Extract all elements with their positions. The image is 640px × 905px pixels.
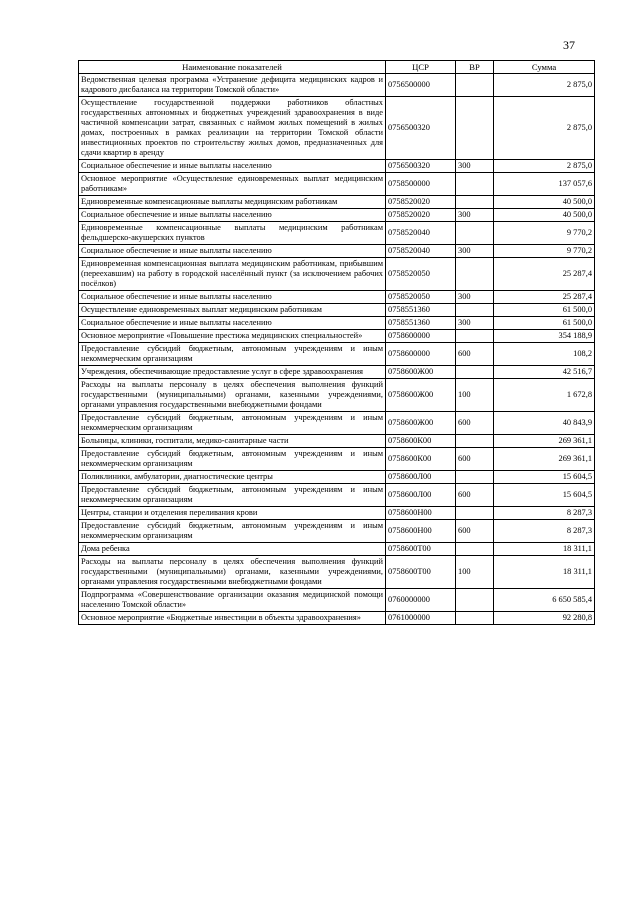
cell-name: Расходы на выплаты персоналу в целях обеспечения выполнения функций государственными (муниципальными) органами, казенными учреждениями, органами управления государственными внебюджетными фондами [79,556,386,589]
table-row [79,291,595,304]
cell-name: Единовременные компенсационные выплаты медицинским работникам фельдшерско-акушерских пунктов [79,222,386,245]
cell-csr: 0758600Ж00 [386,379,456,412]
cell-sum: 9 770,2 [494,245,595,258]
cell-name: Предоставление субсидий бюджетным, автономным учреждениям и иным некоммерческим организациям [79,520,386,543]
cell-csr: 0758600Т00 [386,556,456,589]
cell-vr: 600 [456,412,494,435]
table-row [79,543,595,556]
table-row [79,160,595,173]
cell-name: Социальное обеспечение и иные выплаты населению [79,317,386,330]
cell-name: Единовременные компенсационные выплаты медицинским работникам [79,196,386,209]
cell-sum: 61 500,0 [494,304,595,317]
cell-name: Предоставление субсидий бюджетным, автономным учреждениям и иным некоммерческим организациям [79,343,386,366]
cell-csr: 0758600Л00 [386,484,456,507]
cell-name: Единовременная компенсационная выплата медицинским работникам, прибывшим (переехавшим) на работу в городской населённый пункт (за исключением рабочих посёлков) [79,258,386,291]
cell-csr: 0756500320 [386,160,456,173]
cell-vr [456,612,494,625]
cell-vr [456,435,494,448]
cell-name: Расходы на выплаты персоналу в целях обеспечения выполнения функций государственными (муниципальными) органами, казенными учреждениями, органами управления государственными внебюджетными фондами [79,379,386,412]
cell-csr: 0758600Н00 [386,520,456,543]
table-row [79,589,595,612]
cell-sum: 269 361,1 [494,435,595,448]
cell-csr: 0758500000 [386,173,456,196]
cell-name: Дома ребенка [79,543,386,556]
table-row [79,209,595,222]
cell-vr [456,222,494,245]
table-row [79,304,595,317]
cell-sum: 15 604,5 [494,471,595,484]
table-row [79,556,595,589]
cell-sum: 61 500,0 [494,317,595,330]
cell-sum: 25 287,4 [494,258,595,291]
cell-vr [456,74,494,97]
cell-name: Предоставление субсидий бюджетным, автономным учреждениям и иным некоммерческим организациям [79,484,386,507]
cell-vr: 300 [456,291,494,304]
cell-sum: 2 875,0 [494,160,595,173]
cell-csr: 0758551360 [386,304,456,317]
cell-sum: 9 770,2 [494,222,595,245]
cell-name: Осуществление единовременных выплат медицинским работникам [79,304,386,317]
cell-vr: 600 [456,448,494,471]
cell-vr: 600 [456,343,494,366]
cell-vr [456,330,494,343]
cell-csr: 0756500000 [386,74,456,97]
cell-name: Ведомственная целевая программа «Устранение дефицита медицинских кадров и кадрового дисбаланса на территории Томской области» [79,74,386,97]
cell-sum: 25 287,4 [494,291,595,304]
table-header-row [79,61,595,74]
cell-sum: 108,2 [494,343,595,366]
cell-vr [456,543,494,556]
cell-sum: 269 361,1 [494,448,595,471]
cell-csr: 0758600Ж00 [386,412,456,435]
budget-table [78,60,595,625]
cell-name: Учреждения, обеспечивающие предоставление услуг в сфере здравоохранения [79,366,386,379]
cell-name: Осуществление государственной поддержки работников областных государственных автономных и бюджетных учреждений здравоохранения в виде частичной компенсации затрат, связанных с наймом жилых помещений в жилых домах, построенных в рамках реализации на территории Томской области инвестиционных проектов по строительству жилых домов, предназначенных для сдачи квартир в аренду [79,97,386,160]
cell-vr [456,304,494,317]
cell-vr: 300 [456,160,494,173]
header-name: Наименование показателей [79,61,386,74]
header-sum: Сумма [494,61,595,74]
cell-csr: 0758520040 [386,222,456,245]
table-row [79,471,595,484]
table-row [79,196,595,209]
cell-vr: 600 [456,520,494,543]
cell-sum: 8 287,3 [494,507,595,520]
cell-vr: 600 [456,484,494,507]
cell-vr [456,507,494,520]
table-row [79,484,595,507]
table-row [79,507,595,520]
cell-csr: 0758520020 [386,196,456,209]
cell-vr: 300 [456,245,494,258]
cell-vr: 100 [456,556,494,589]
table-row [79,317,595,330]
cell-csr: 0761000000 [386,612,456,625]
cell-csr: 0758600Н00 [386,507,456,520]
cell-name: Центры, станции и отделения переливания крови [79,507,386,520]
cell-csr: 0758600К00 [386,435,456,448]
cell-sum: 1 672,8 [494,379,595,412]
cell-sum: 40 500,0 [494,196,595,209]
cell-vr [456,258,494,291]
table-row [79,379,595,412]
cell-name: Основное мероприятие «Бюджетные инвестиции в объекты здравоохранения» [79,612,386,625]
cell-sum: 2 875,0 [494,74,595,97]
cell-name: Основное мероприятие «Осуществление единовременных выплат медицинским работникам» [79,173,386,196]
table-row [79,173,595,196]
cell-sum: 137 057,6 [494,173,595,196]
table-row [79,343,595,366]
table-row [79,258,595,291]
cell-sum: 18 311,1 [494,556,595,589]
table-row [79,612,595,625]
cell-name: Поликлиники, амбулатории, диагностические центры [79,471,386,484]
cell-name: Социальное обеспечение и иные выплаты населению [79,209,386,222]
cell-vr: 300 [456,209,494,222]
cell-csr: 0758600К00 [386,448,456,471]
table-row [79,222,595,245]
cell-csr: 0758600Л00 [386,471,456,484]
cell-name: Предоставление субсидий бюджетным, автономным учреждениям и иным некоммерческим организациям [79,448,386,471]
cell-vr [456,471,494,484]
cell-vr [456,196,494,209]
cell-vr [456,589,494,612]
table-row [79,74,595,97]
cell-sum: 42 516,7 [494,366,595,379]
table-row [79,97,595,160]
cell-sum: 6 650 585,4 [494,589,595,612]
cell-sum: 2 875,0 [494,97,595,160]
cell-name: Социальное обеспечение и иные выплаты населению [79,160,386,173]
table-row [79,520,595,543]
cell-csr: 0760000000 [386,589,456,612]
cell-csr: 0758520040 [386,245,456,258]
cell-csr: 0758600Т00 [386,543,456,556]
cell-vr [456,366,494,379]
cell-name: Больницы, клиники, госпитали, медико-санитарные части [79,435,386,448]
cell-csr: 0758600Ж00 [386,366,456,379]
cell-sum: 8 287,3 [494,520,595,543]
table-row [79,448,595,471]
page-number: 37 [563,38,575,52]
cell-vr [456,173,494,196]
cell-vr [456,97,494,160]
table-body [79,74,595,625]
cell-csr: 0758520050 [386,291,456,304]
cell-csr: 0756500320 [386,97,456,160]
header-csr: ЦСР [386,61,456,74]
cell-vr: 100 [456,379,494,412]
cell-name: Предоставление субсидий бюджетным, автономным учреждениям и иным некоммерческим организациям [79,412,386,435]
table-row [79,330,595,343]
table-row [79,366,595,379]
cell-csr: 0758551360 [386,317,456,330]
cell-name: Социальное обеспечение и иные выплаты населению [79,291,386,304]
cell-sum: 18 311,1 [494,543,595,556]
cell-sum: 15 604,5 [494,484,595,507]
table-row [79,245,595,258]
cell-name: Социальное обеспечение и иные выплаты населению [79,245,386,258]
cell-sum: 354 188,9 [494,330,595,343]
header-vr: ВР [456,61,494,74]
cell-sum: 92 280,8 [494,612,595,625]
cell-csr: 0758600000 [386,330,456,343]
cell-csr: 0758520050 [386,258,456,291]
table-row [79,412,595,435]
cell-csr: 0758600000 [386,343,456,366]
cell-name: Подпрограмма «Совершенствование организации оказания медицинской помощи населению Томской области» [79,589,386,612]
cell-csr: 0758520020 [386,209,456,222]
cell-vr: 300 [456,317,494,330]
cell-name: Основное мероприятие «Повышение престижа медицинских специальностей» [79,330,386,343]
table-row [79,435,595,448]
cell-sum: 40 500,0 [494,209,595,222]
cell-sum: 40 843,9 [494,412,595,435]
